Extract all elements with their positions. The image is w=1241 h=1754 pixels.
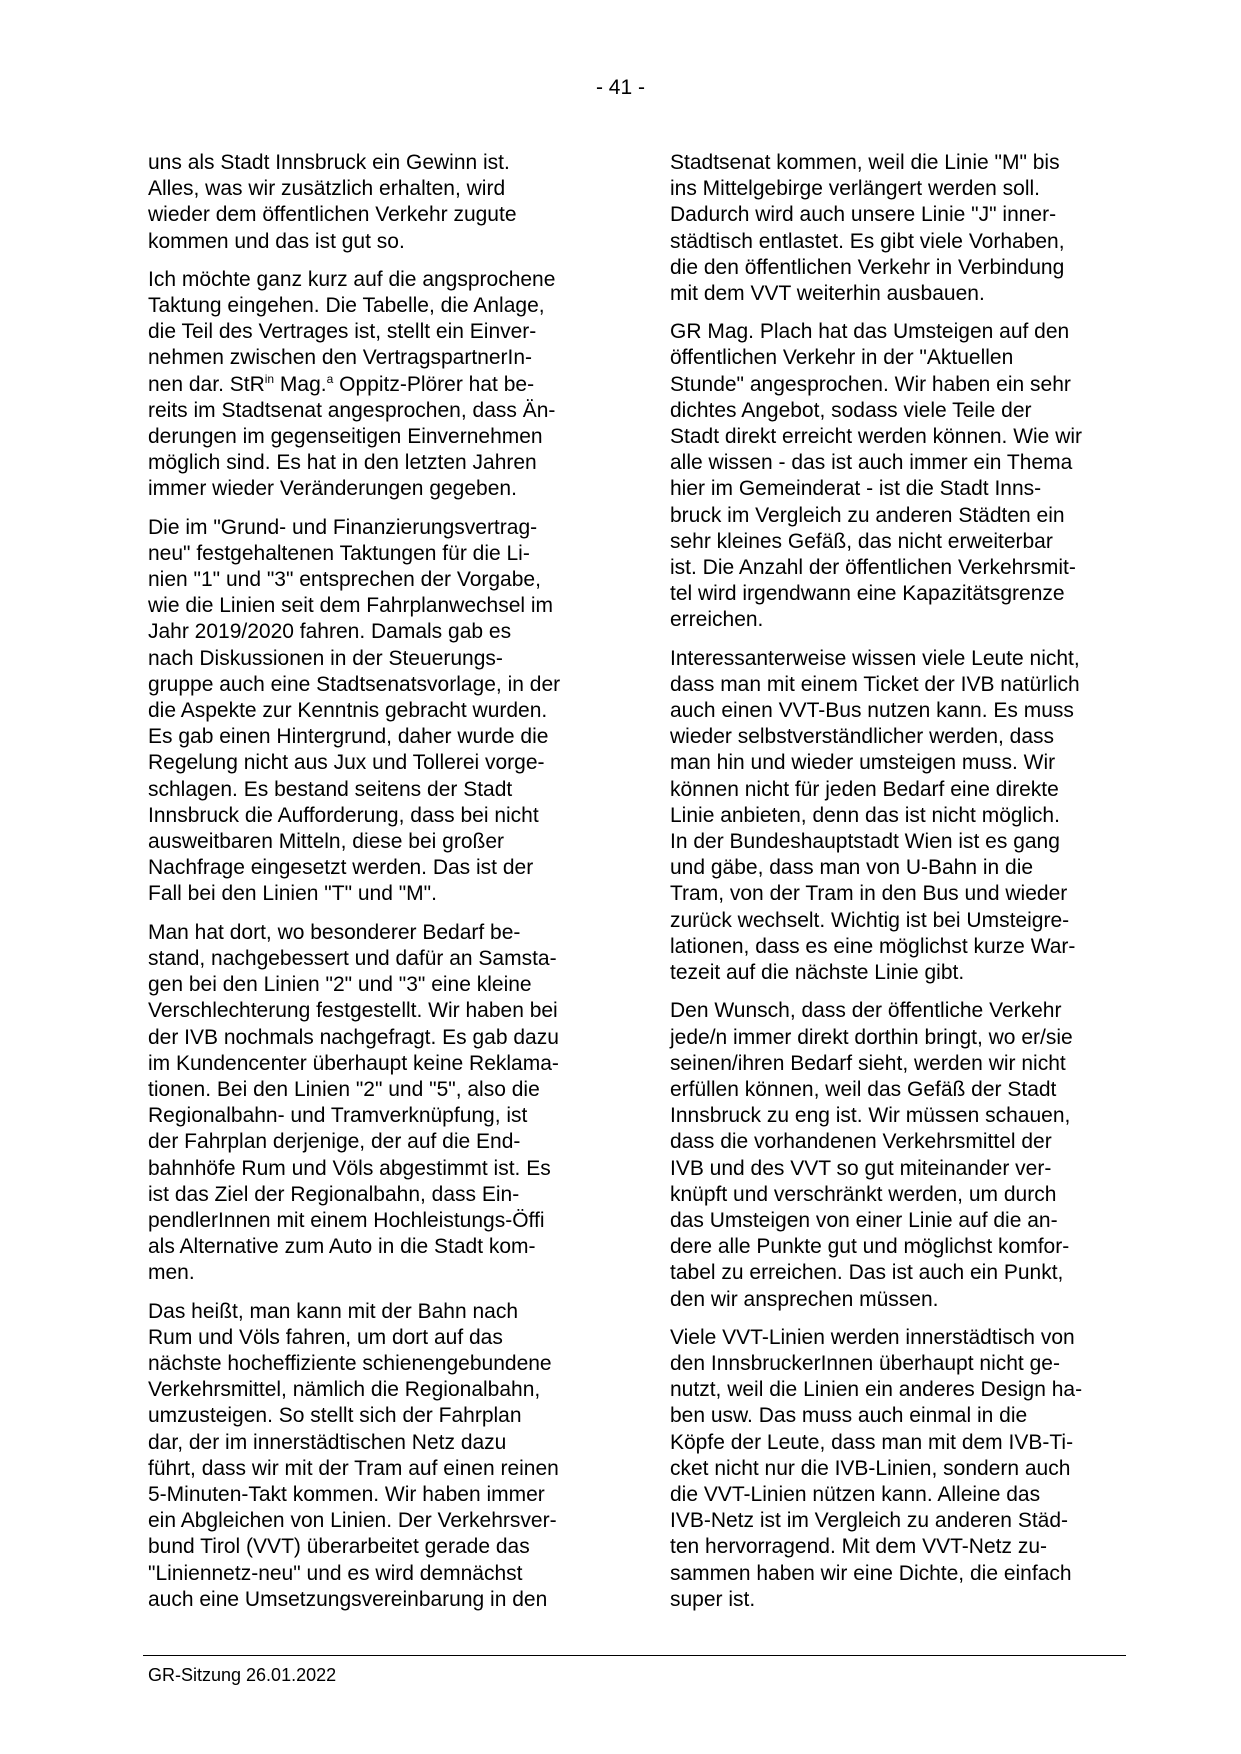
text-line: der Fahrplan derjenige, der auf die End- (148, 1130, 521, 1154)
text-line: stand, nachgebessert und dafür an Samsta- (148, 946, 557, 970)
text-line: ist das Ziel der Regionalbahn, dass Ein- (148, 1182, 520, 1206)
text-line: nutzt, weil die Linien ein anderes Design ha- (670, 1378, 1083, 1402)
text-line: die VVT-Linien nützen kann. Alleine das (670, 1482, 1041, 1506)
text-line: tezeit auf die nächste Linie gibt. (670, 961, 965, 985)
text-line: städtisch entlastet. Es gibt viele Vorhaben, (670, 229, 1065, 253)
text-line: bund Tirol (VVT) überarbeitet gerade das (148, 1535, 530, 1559)
text-line: auch einen VVT-Bus nutzen kann. Es muss (670, 699, 1074, 723)
paragraph (670, 998, 1120, 1312)
text-line: dichtes Angebot, sodass viele Teile der (670, 398, 1032, 422)
text-line: Regelung nicht aus Jux und Tollerei vorge- (148, 751, 545, 775)
text-line: sehr kleines Gefäß, das nicht erweiterbar (670, 529, 1053, 553)
text-line: wieder selbstverständlicher werden, dass (670, 725, 1055, 749)
text-line: Das heißt, man kann mit der Bahn nach (148, 1299, 519, 1323)
text-line: Verschlechterung festgestellt. Wir haben bei (148, 999, 558, 1023)
text-line: hier im Gemeinderat - ist die Stadt Inns- (670, 477, 1042, 501)
text-line: bruck im Vergleich zu anderen Städten ein (670, 503, 1065, 527)
text-run: nen dar. StR (148, 372, 265, 396)
text-line: derungen im gegenseitigen Einvernehmen (148, 425, 543, 449)
paragraph (670, 319, 1120, 633)
text-line: den wir ansprechen müssen. (670, 1287, 939, 1311)
text-line: erreichen. (670, 608, 764, 632)
text-line: dass die vorhandenen Verkehrsmittel der (670, 1130, 1052, 1154)
text-line: Den Wunsch, dass der öffentliche Verkehr (670, 999, 1062, 1023)
text-line: nien "1" und "3" entsprechen der Vorgabe, (148, 568, 541, 592)
text-line: seinen/ihren Bedarf sieht, werden wir nicht (670, 1051, 1066, 1075)
text-line: nehmen zwischen den VertragspartnerIn- (148, 346, 533, 370)
text-line: tionen. Bei den Linien "2" und "5", also die (148, 1077, 540, 1101)
text-line: nächste hocheffiziente schienengebundene (148, 1351, 552, 1375)
text-line: umzusteigen. So stellt sich der Fahrplan (148, 1404, 522, 1428)
text-line: Stadt direkt erreicht werden können. Wie wir (670, 425, 1083, 449)
text-line: Verkehrsmittel, nämlich die Regionalbahn, (148, 1378, 541, 1402)
text-line: dere alle Punkte gut und möglichst komfor- (670, 1235, 1070, 1259)
text-line: öffentlichen Verkehr in der "Aktuellen (670, 346, 1014, 370)
text-line: führt, dass wir mit der Tram auf einen reinen (148, 1456, 559, 1480)
text-line: bahnhöfe Rum und Völs abgestimmt ist. Es (148, 1156, 551, 1180)
text-line: als Alternative zum Auto in die Stadt kom- (148, 1235, 536, 1259)
text-line: man hin und wieder umsteigen muss. Wir (670, 751, 1056, 775)
text-line: mit dem VVT weiterhin ausbauen. (670, 282, 985, 306)
text-line: ten hervorragend. Mit dem VVT-Netz zu- (670, 1535, 1047, 1559)
text-line: In der Bundeshauptstadt Wien ist es gang (670, 830, 1060, 854)
paragraph (670, 1325, 1120, 1613)
text-line: ein Abgleichen von Linien. Der Verkehrsver- (148, 1509, 557, 1533)
text-line: Jahr 2019/2020 fahren. Damals gab es (148, 620, 512, 644)
text-line: IVB-Netz ist im Vergleich zu anderen Städ- (670, 1509, 1069, 1533)
text-line: ist. Die Anzahl der öffentlichen Verkehrsmit- (670, 556, 1076, 580)
text-line: und gäbe, dass man von U-Bahn in die (670, 856, 1034, 880)
text-line: alle wissen - das ist auch immer ein Thema (670, 451, 1073, 475)
text-line: dass man mit einem Ticket der IVB natürlich (670, 672, 1080, 696)
text-line: Man hat dort, wo besonderer Bedarf be- (148, 920, 521, 944)
text-line: wie die Linien seit dem Fahrplanwechsel im (148, 594, 554, 618)
text-line: Interessanterweise wissen viele Leute nicht, (670, 646, 1080, 670)
text-line: Rum und Völs fahren, um dort auf das (148, 1325, 503, 1349)
text-line: ins Mittelgebirge verlängert werden soll. (670, 177, 1041, 201)
text-line: Alles, was wir zusätzlich erhalten, wird (148, 177, 506, 201)
footer-divider (143, 1655, 1126, 1656)
footer-meeting-date: GR-Sitzung 26.01.2022 (148, 1665, 337, 1685)
text-line (148, 372, 598, 398)
text-line: zurück wechselt. Wichtig ist bei Umsteigre- (670, 908, 1070, 932)
text-line: Innsbruck zu eng ist. Wir müssen schauen, (670, 1104, 1071, 1128)
text-line: lationen, dass es eine möglichst kurze War- (670, 934, 1076, 958)
text-line: Stunde" angesprochen. Wir haben ein sehr (670, 372, 1071, 396)
text-line: Fall bei den Linien "T" und "M". (148, 882, 437, 906)
paragraph (670, 646, 1120, 987)
text-run: Oppitz-Plörer hat be- (333, 372, 535, 396)
text-line: Stadtsenat kommen, weil die Linie "M" bis (670, 151, 1060, 174)
text-line: super ist. (670, 1587, 756, 1611)
text-line: sammen haben wir eine Dichte, die einfach (670, 1561, 1072, 1585)
text-line: den InnsbruckerInnen überhaupt nicht ge- (670, 1351, 1060, 1375)
text-line: Es gab einen Hintergrund, daher wurde die (148, 725, 549, 749)
text-line: tabel zu erreichen. Das ist auch ein Punkt, (670, 1261, 1064, 1285)
text-line: cket nicht nur die IVB-Linien, sondern auch (670, 1456, 1071, 1480)
text-line: Taktung eingehen. Die Tabelle, die Anlage, (148, 294, 545, 318)
right-column (670, 150, 1120, 1625)
text-line: reits im Stadtsenat angesprochen, dass Än- (148, 398, 556, 422)
text-line: uns als Stadt Innsbruck ein Gewinn ist. (148, 151, 510, 174)
text-line: der IVB nochmals nachgefragt. Es gab dazu (148, 1025, 559, 1049)
superscript: in (264, 371, 275, 386)
text-line: Viele VVT-Linien werden innerstädtisch von (670, 1325, 1075, 1349)
text-line: Dadurch wird auch unsere Linie "J" inner- (670, 203, 1057, 227)
paragraph (670, 150, 1120, 307)
text-line: Ich möchte ganz kurz auf die angsprochene (148, 267, 556, 291)
text-line: im Kundencenter überhaupt keine Reklama- (148, 1051, 559, 1075)
text-line: knüpft und verschränkt werden, um durch (670, 1182, 1057, 1206)
text-line: das Umsteigen von einer Linie auf die an- (670, 1208, 1058, 1232)
text-line: Köpfe der Leute, dass man mit dem IVB-Ti- (670, 1430, 1074, 1454)
text-line: immer wieder Veränderungen gegeben. (148, 477, 517, 501)
text-line: Innsbruck die Aufforderung, dass bei nicht (148, 803, 539, 827)
superscript: a (326, 371, 334, 386)
text-line: dar, der im innerstädtischen Netz dazu (148, 1430, 507, 1454)
text-line: tel wird irgendwann eine Kapazitätsgrenze (670, 582, 1065, 606)
left-column (148, 150, 598, 1625)
text-line: Linie anbieten, denn das ist nicht möglich. (670, 803, 1060, 827)
paragraph (148, 920, 598, 1287)
text-line: IVB und des VVT so gut miteinander ver- (670, 1156, 1052, 1180)
text-line: Regionalbahn- und Tramverknüpfung, ist (148, 1104, 528, 1128)
text-line: pendlerInnen mit einem Hochleistungs-Öffi (148, 1208, 545, 1232)
text-line: gruppe auch eine Stadtsenatsvorlage, in der (148, 672, 561, 696)
paragraph (148, 515, 598, 908)
paragraph (148, 150, 598, 255)
text-line: Die im "Grund- und Finanzierungsvertrag- (148, 515, 538, 539)
text-run: Mag. (274, 372, 327, 396)
text-line: können nicht für jeden Bedarf eine direkte (670, 777, 1059, 801)
text-line: men. (148, 1261, 195, 1285)
page-number: - 41 - (595, 76, 645, 99)
text-line: die den öffentlichen Verkehr in Verbindung (670, 255, 1065, 279)
text-line: auch eine Umsetzungsvereinbarung in den (148, 1587, 548, 1611)
text-line: nach Diskussionen in der Steuerungs- (148, 646, 503, 670)
text-line: 5-Minuten-Takt kommen. Wir haben immer (148, 1482, 545, 1506)
text-line: Nachfrage eingesetzt werden. Das ist der (148, 856, 534, 880)
paragraph (148, 267, 598, 503)
text-line: kommen und das ist gut so. (148, 229, 405, 253)
text-line: GR Mag. Plach hat das Umsteigen auf den (670, 320, 1070, 344)
text-line: jede/n immer direkt dorthin bringt, wo er/sie (670, 1025, 1073, 1049)
text-line: neu" festgehaltenen Taktungen für die Li- (148, 541, 530, 565)
text-line: erfüllen können, weil das Gefäß der Stadt (670, 1077, 1057, 1101)
text-line: gen bei den Linien "2" und "3" eine kleine (148, 973, 532, 997)
text-line: "Liniennetz-neu" und es wird demnächst (148, 1561, 523, 1585)
paragraph (148, 1299, 598, 1613)
text-line: die Teil des Vertrages ist, stellt ein Einver- (148, 320, 537, 344)
text-line: die Aspekte zur Kenntnis gebracht wurden. (148, 699, 548, 723)
text-line: ben usw. Das muss auch einmal in die (670, 1404, 1028, 1428)
text-line: möglich sind. Es hat in den letzten Jahren (148, 451, 537, 475)
text-line: ausweitbaren Mitteln, diese bei großer (148, 830, 505, 854)
text-line: Tram, von der Tram in den Bus und wieder (670, 882, 1068, 906)
text-line: wieder dem öffentlichen Verkehr zugute (148, 203, 517, 227)
text-line: schlagen. Es bestand seitens der Stadt (148, 777, 513, 801)
